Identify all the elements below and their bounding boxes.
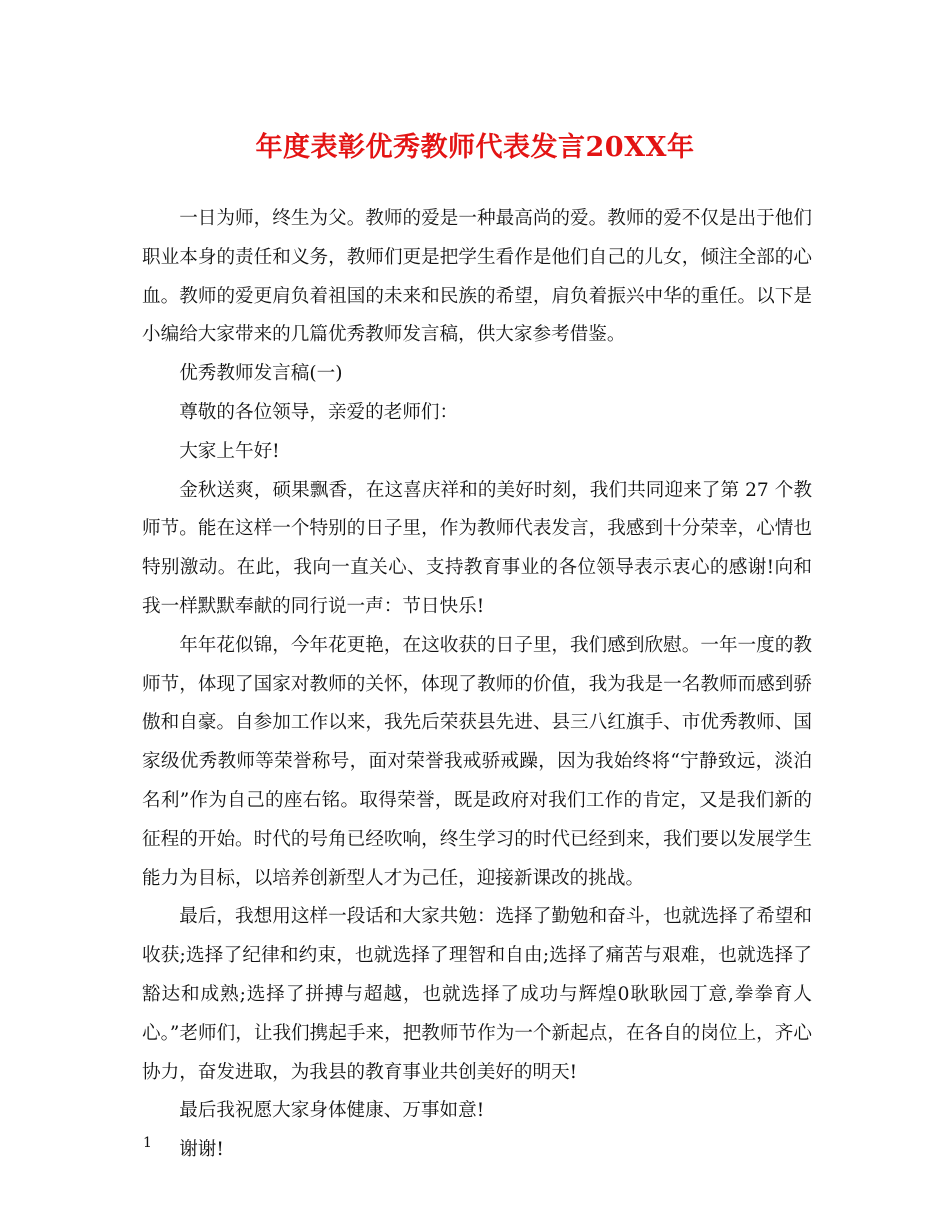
document-body [142, 200, 812, 1170]
document-title: 年度表彰优秀教师代表发言20XX年 [255, 132, 695, 163]
paragraph-heading: 优秀教师发言稿(一) [179, 363, 343, 385]
paragraph-wishes: 最后我祝愿大家身体健康、万事如意! [179, 1100, 485, 1122]
paragraph-thanks: 谢谢! [179, 1139, 224, 1161]
paragraph-intro: 一日为师，终生为父。教师的爱是一种最高尚的爱。教师的爱不仅是出于他们职业本身的责任和义务，教师们更是把学生看作是他们自己的儿女，倾注全部的心血。教师的爱更肩负着祖国的未来和民族的希望，肩负着振兴中华的重任。以下是小编给大家带来的几篇优秀教师发言稿，供大家参考借鉴。 [142, 208, 812, 346]
paragraph-body-3: 最后，我想用这样一段话和大家共勉：选择了勤勉和奋斗，也就选择了希望和收获;选择了纪律和约束，也就选择了理智和自由;选择了痛苦与艰难，也就选择了豁达和成熟;选择了拼搏与超越，也就选择了成功与辉煌0耿耿园丁意,拳拳育人心。”老师们，让我们携起手来，把教师节作为一个新起点，在各自的岗位上，齐心协力，奋发进取，为我县的教育事业共创美好的明天! [142, 906, 812, 1083]
page-number: 1 [143, 1135, 152, 1151]
paragraph-body-1: 金秋送爽，硕果飘香，在这喜庆祥和的美好时刻，我们共同迎来了第 27 个教师节。能在这样一个特别的日子里，作为教师代表发言，我感到十分荣幸，心情也特别激动。在此，我向一直关心、支持教育事业的各位领导表示衷心的感谢!向和我一样默默奉献的同行说一声：节日快乐! [142, 479, 812, 617]
paragraph-salutation: 尊敬的各位领导，亲爱的老师们： [179, 401, 459, 423]
paragraph-body-2: 年年花似锦，今年花更艳，在这收获的日子里，我们感到欣慰。一年一度的教师节，体现了国家对教师的关怀，体现了教师的价值，我为我是一名教师而感到骄傲和自豪。自参加工作以来，我先后荣获县先进、县三八红旗手、市优秀教师、国家级优秀教师等荣誉称号，面对荣誉我戒骄戒躁，因为我始终将“宁静致远，淡泊名利”作为自己的座右铭。取得荣誉，既是政府对我们工作的肯定，又是我们新的征程的开始。时代的号角已经吹响，终生学习的时代已经到来，我们要以发展学生能力为目标，以培养创新型人才为己任，迎接新课改的挑战。 [142, 634, 812, 889]
paragraph-greeting: 大家上午好! [179, 440, 280, 462]
